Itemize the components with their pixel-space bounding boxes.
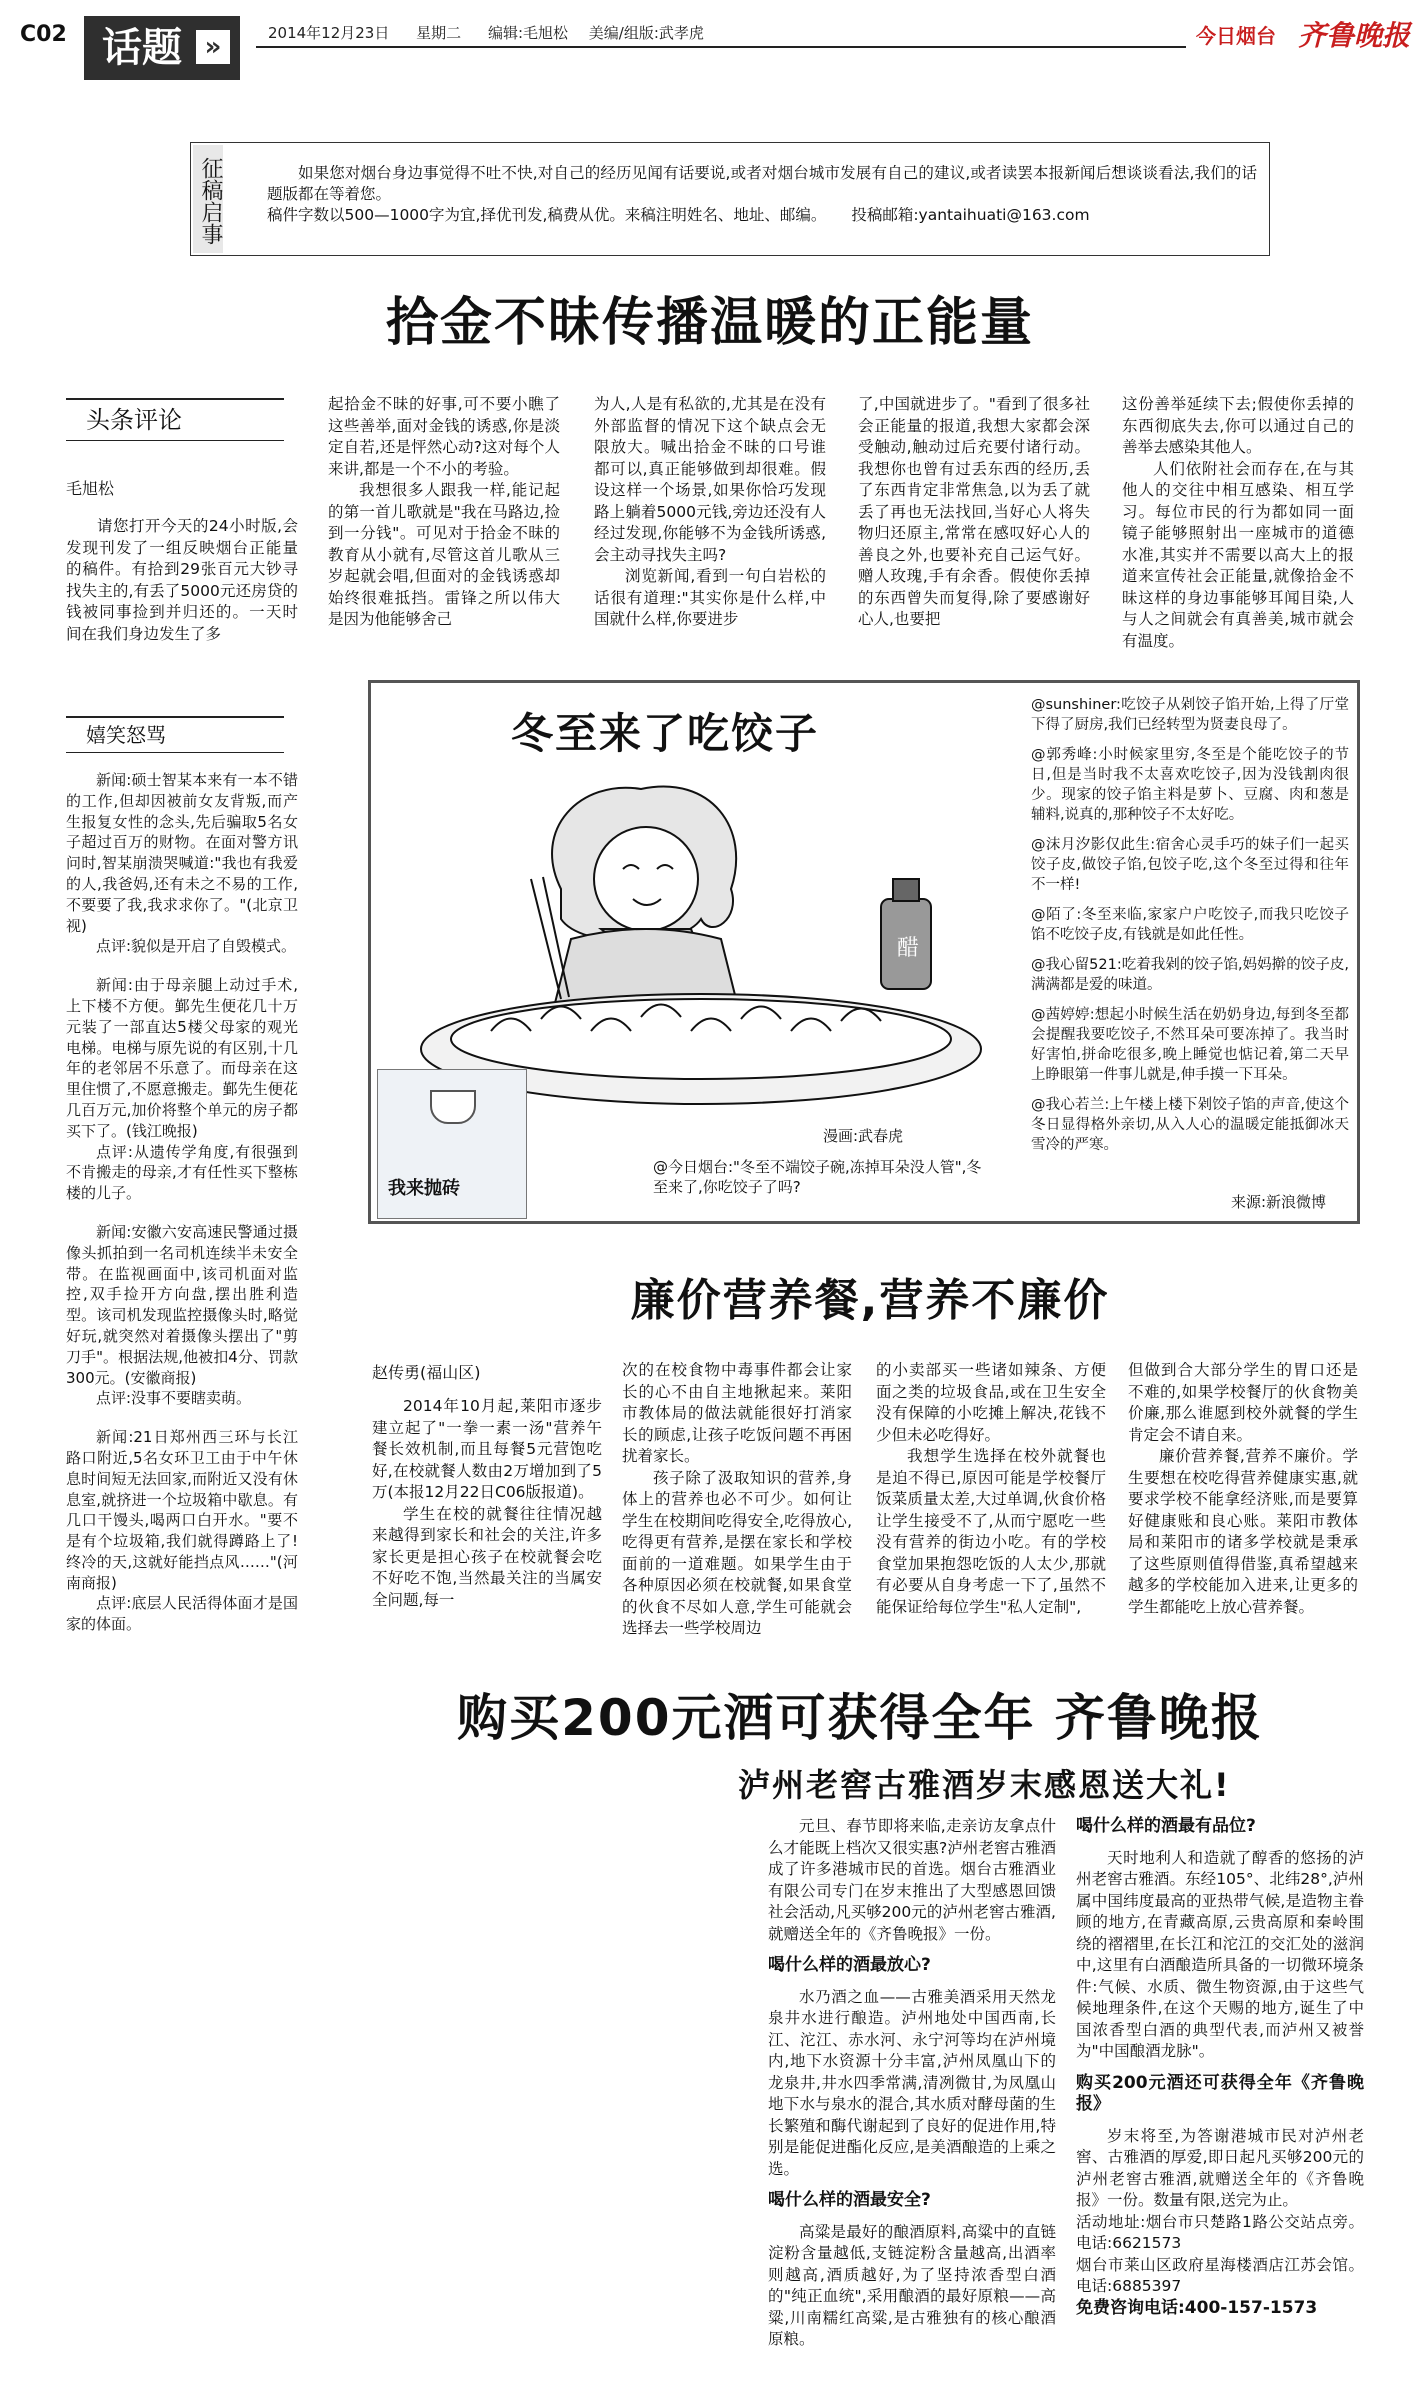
lead-author: 毛旭松 (66, 479, 115, 498)
side-news: 新闻:硕士智某本来有一本不错的工作,但却因被前女友背叛,而产生报复女性的念头,先后骗取5名女子超过百万的财物。在面对警方讯问时,智某崩溃哭喊道:"我也有我爱的人,我爸妈,还有未之不易的工作,不要要了我,我求求你了。"(北京卫视) (66, 771, 298, 935)
notice-box (190, 142, 1270, 256)
notice-text2-body: 稿件字数以500—1000字为宜,择优刊发,稿费从优。来稿注明姓名、地址、邮编。 (267, 206, 827, 224)
page-number: C02 (20, 22, 67, 47)
paper-logo: 齐鲁晚报 (1298, 19, 1411, 52)
weibo-comments (1031, 695, 1349, 1155)
ad-addr2: 烟台市莱山区政府星海楼酒店江苏会馆。电话:6885397 (1076, 2255, 1364, 2295)
weibo-comment: @sunshiner:吃饺子从剁饺子馅开始,上得了厅堂下得了厨房,我们已经转型为贤妻良母了。 (1031, 697, 1349, 733)
notice-text1: 如果您对烟台身边事觉得不吐不快,对自己的经历见闻有话要说,或者对烟台城市发展有自己的建议,或者读罢本报新闻后想谈谈看法,我们的话题版都在等着您。 (267, 164, 1257, 203)
notice-email: 投稿邮箱:yantaihuati@163.com (851, 206, 1090, 224)
side-comment: 点评:从遗传学角度,有很强到不肯搬走的母亲,才有任性买下整栋楼的儿子。 (66, 1142, 298, 1203)
double-chevron-icon: » (196, 30, 230, 64)
weibo-comment: @陌了:冬至来临,家家户户吃饺子,而我只吃饺子馅不吃饺子皮,有钱就是如此任性。 (1031, 907, 1349, 943)
vinegar-label: 醋 (897, 936, 920, 961)
ad-a2: 高粱是最好的酿酒原料,高粱中的直链淀粉含量越低,支链淀粉含量越高,出酒率则越高,酒质越好,为了坚持浓香型白酒的"纯正血统",采用酿酒的最好原粮——高粱,川南糯红高粱,是古雅独有的核心酿酒原粮。 (768, 2222, 1056, 2348)
meal-p8: 廉价营养餐,营养不廉价。学生要想在校吃得营养健康实惠,就要求学校不能拿经济账,而是要算好健康账和良心账。莱阳市教体局和莱阳市的诸多学校就是秉承了这些原则值得借鉴,真希望越来越多的学校能加入进来,让更多的学生都能吃上放心营养餐。 (1128, 1447, 1358, 1616)
ad-q4: 购买200元酒还可获得全年《齐鲁晚报》 (1076, 2072, 1364, 2114)
ad-q2: 喝什么样的酒最安全? (768, 2190, 931, 2210)
issue-editor: 编辑:毛旭松 (487, 24, 568, 42)
notice-text (267, 163, 1257, 226)
ad-a3: 天时地利人和造就了醇香的悠扬的泸州老窖古雅酒。东经105°、北纬28°,泸州属中国纬度最高的亚热带气候,是造物主眷顾的地方,在青藏高原,云贵高原和秦岭围绕的褶褶里,在长江和沱江的交汇处的滋润中,这里有白酒酿造所具备的一切微环境条件:气候、水质、微生物资源,由于这些气候地理条件,在这个天赐的地方,诞生了中国浓香型白酒的典型代表,而泸州又被誉为"中国酿酒龙脉"。 (1076, 1848, 1364, 2060)
ad-col-1 (768, 1816, 1056, 2351)
side-item (66, 1222, 298, 1409)
ad-title: 购买200元酒可获得全年 齐鲁晚报 (457, 1689, 1263, 1747)
section-label: 话题 (102, 25, 182, 71)
weibo-comment: @我心若兰:上午楼上楼下剁饺子馅的声音,使这个冬日显得格外亲切,从入人心的温暖定能抵御冰天雪冷的严寒。 (1031, 1097, 1349, 1153)
coffee-cup-icon (430, 1090, 476, 1124)
tag-label: 我来抛砖 (388, 1178, 460, 1199)
ad-col-2 (1076, 1816, 1364, 2319)
meal-p2: 学生在校的就餐往往情况越来越得到家长和社会的关注,许多家长更是担心孩子在校就餐会吃不好吃不饱,当然最关注的当属安全问题,每一 (372, 1504, 602, 1609)
side-item (66, 770, 298, 957)
meal-col-3 (876, 1360, 1106, 1618)
side-comment: 点评:貌似是开启了自毁模式。 (96, 937, 297, 956)
cartoon-box (368, 680, 1360, 1224)
meal-col-1 (372, 1396, 602, 1611)
side-news: 新闻:21日郑州西三环与长江路口附近,5名女环卫工由于中午休息时间短无法回家,而附近又没有休息室,就挤进一个垃圾箱中歇息。有几口干馒头,喝两口白开水。"要不是有个垃圾箱,我们就得蹲路上了!终冷的天,这就好能挡点风……"(河南商报) (66, 1428, 298, 1592)
ad-intro: 元旦、春节即将来临,走亲访友拿点什么才能既上档次又很实惠?泸州老窖古雅酒成了许多港城市民的首选。烟台古雅酒业有限公司专门在岁末推出了大型感恩回馈社会活动,凡买够200元的泸州老窖古雅酒,就赠送全年的《齐鲁晚报》一份。 (768, 1817, 1056, 1943)
face-circle (594, 827, 698, 931)
lead-col-5 (1122, 394, 1354, 652)
lead-p8: 人们依附社会而存在,在与其他人的交往中相互感染、相互学习。每位市民的行为都如同一面镜子能够照射出一座城市的道德水准,其实并不需要以高大上的报道来宣传社会正能量,就像拾金不昧这样的身边事能够耳闻目染,人与人之间就会有真善美,城市就会有温度。 (1122, 459, 1354, 650)
ad-hotline: 免费咨询电话:400-157-1573 (1076, 2297, 1318, 2318)
meal-p6: 我想学生选择在校外就餐也是迫不得已,原因可能是学校餐厅饭菜质量太差,大过单调,伙食价格让学生接受不了,从而宁愿吃一些没有营养的街边小吃。有的学校食堂加果抱怨吃饭的人太少,那就有必要从自身考虑一下了,虽然不能保证给每位学生"私人定制", (876, 1447, 1106, 1616)
lead-column: 头条评论 (66, 398, 284, 441)
issue-meta (268, 22, 704, 43)
issue-weekday: 星期二 (416, 24, 462, 42)
ad-q3: 喝什么样的酒最有品位? (1076, 1816, 1256, 1836)
lead-col-1 (66, 516, 298, 645)
meal-p7: 但做到合大部分学生的胃口还是不难的,如果学校餐厅的伙食物美价廉,那么谁愿到校外就餐的学生肯定会不请自来。 (1128, 1361, 1358, 1444)
lead-p7: 这份善举延续下去;假使你丢掉的东西彻底失去,你可以通过自己的善举去感染其他人。 (1122, 395, 1354, 456)
side-news: 新闻:安徽六安高速民警通过摄像头抓拍到一名司机连续半未安全带。在监视画面中,该司机面对监控,双手捡开方向盘,摆出胜利造型。该司机发现监控摄像头时,略觉好玩,就突然对着摄像头摆出了"剪刀手"。根据法规,他被扣4分、罚款300元。(安徽商报) (66, 1222, 298, 1387)
cartoon-illustration (411, 769, 991, 1119)
lead-col-3 (594, 394, 826, 631)
section-title (84, 16, 240, 80)
cartoon-credit: 漫画:武春虎 (823, 1127, 904, 1145)
lead-p6: 了,中国就进步了。"看到了很多社会正能量的报道,我想大家都会深受触动,触动过后充要付诸行动。我想你也曾有过丢东西的经历,丢了东西肯定非常焦急,以为丢了就丢了再也无法找回,当好心人将失物归还原主,常常在感叹好心人的善良之外,也要补充自己运气好。赠人玫瑰,手有余香。假使你丢掉的东西曾失而复得,除了要感谢好心人,也要把 (858, 395, 1090, 628)
cartoon-title: 冬至来了吃饺子 (511, 709, 820, 758)
side-comment: 点评:底层人民活得体面才是国家的体面。 (66, 1594, 298, 1634)
meal-col-4 (1128, 1360, 1358, 1618)
meal-p3: 次的在校食物中毒事件都会让家长的心不由自主地揪起来。莱阳市教体局的做法就能很好打消家长的顾虑,让孩子吃饭问题不再困扰着家长。 (622, 1361, 852, 1465)
tag-box (377, 1069, 527, 1219)
meal-p5: 的小卖部买一些诸如辣条、方便面之类的垃圾食品,或在卫生安全没有保障的小吃摊上解决,花钱不少但未必吃得好。 (876, 1361, 1106, 1444)
lead-p3: 我想很多人跟我一样,能记起的第一首儿歌就是"我在马路边,捡到一分钱"。可见对于拾金不昧的教育从小就有,尽管这首儿歌从三岁起就会唱,但面对的金钱诱惑却始终很难抵挡。雷锋之所以伟大是因为他能够舍己 (328, 481, 560, 628)
meal-p4: 孩子除了汲取知识的营养,身体上的营养也必不可少。如何让学生在校期间吃得安全,吃得放心,吃得更有营养,是摆在家长和学校面前的一道难题。如果学生由于各种原因必须在校就餐,如果食堂的伙食不尽如人意,学生可能就会选择去一些学校周边 (622, 1468, 852, 1637)
edition-name: 今日烟台 (1196, 24, 1276, 48)
cartoon-caption: @今日烟台:"冬至不端饺子碗,冻掉耳朵没人管",冬至来了,你吃饺子了吗? (653, 1158, 982, 1196)
weibo-comment: @沫月汐影仅此生:宿舍心灵手巧的妹子们一起买饺子皮,做饺子馅,包饺子吃,这个冬至过得和往年不一样! (1031, 837, 1349, 893)
lead-p1: 请您打开今天的24小时版,会发现刊发了一组反映烟台正能量的稿件。有拾到29张百元大钞寻找失主的,有丢了5000元还房贷的钱被同事捡到并归还的。一天时间在我们身边发生了多 (66, 517, 298, 643)
lead-p5: 浏览新闻,看到一句白岩松的话很有道理:"其实你是什么样,中国就什么样,你要进步 (594, 567, 826, 628)
ad-addr1: 活动地址:烟台市只楚路1路公交站点旁。电话:6621573 (1076, 2212, 1364, 2252)
lead-col-4 (858, 394, 1090, 631)
meal-p1: 2014年10月起,莱阳市逐步建立起了"一拳一素一汤"营养午餐长效机制,而且每餐5元营饱吃好,在校就餐人数由2万增加到了5万(本报12月22日C06版报道)。 (372, 1397, 602, 1501)
side-item (66, 975, 298, 1204)
notice-label: 征稿启事 (193, 145, 223, 253)
weibo-comment: @我心留521:吃着我剁的饺子馅,妈妈擀的饺子皮,满满都是爱的味道。 (1031, 957, 1349, 993)
side-item (66, 1427, 298, 1635)
side-col (66, 770, 298, 1635)
lead-p2: 起拾金不昧的好事,可不要小瞧了这些善举,面对金钱的诱惑,你是淡定自若,还是怦然心动?这对每个人来讲,都是一个不小的考验。 (328, 395, 560, 478)
ad-a1: 水乃酒之血——古雅美酒采用天然龙泉井水进行酿造。泸州地处中国西南,长江、沱江、赤水河、永宁河等均在泸州境内,地下水资源十分丰富,泸州凤凰山下的龙泉井,井水四季常满,清冽微甘,为凤凰山地下水与泉水的混合,其水质对酵母菌的生长繁殖和酶代谢起到了良好的促进作用,特别是能促进酯化反应,是美酒酿造的上乘之选。 (768, 1987, 1056, 2178)
weibo-source: 来源:新浪微博 (1231, 1193, 1327, 1211)
meal-title: 廉价营养餐,营养不廉价 (630, 1275, 1110, 1326)
lead-p4: 为人,人是有私欲的,尤其是在没有外部监督的情况下这个缺点会无限放大。喊出拾金不昧的口号谁都可以,真正能够做到却很难。假设这样一个场景,如果你恰巧发现路上躺着5000元钱,旁边还没有人经过发现,你能够不为金钱所诱惑,会主动寻找失主吗? (594, 395, 826, 564)
issue-date: 2014年12月23日 (268, 24, 390, 42)
header-rule (256, 46, 1186, 48)
issue-designer: 美编/组版:武孝虎 (588, 24, 704, 42)
weibo-comment: @郭秀峰:小时候家里穷,冬至是个能吃饺子的节日,但是当时我不太喜欢吃饺子,因为没钱割肉很少。现家的饺子馅主料是萝卜、豆腐、肉和葱是辅料,说真的,那种饺子不太好吃。 (1031, 747, 1349, 823)
side-news: 新闻:由于母亲腿上动过手术,上下楼不方便。鄞先生便花几十万元装了一部直达5楼父母家的观光电梯。电梯与原先说的有区别,十几年的老邻居不乐意了。而母亲在这里住惯了,不愿意搬走。鄞先生便花几百万元,加价将整个单元的房子都买下了。(钱江晚报) (66, 976, 298, 1140)
ad-q1: 喝什么样的酒最放心? (768, 1955, 931, 1975)
side-comment: 点评:没事不要瞎卖萌。 (96, 1389, 252, 1408)
ad-a4: 岁末将至,为答谢港城市民对泸州老窖、古雅酒的厚爱,即日起凡买够200元的泸州老窖古雅酒,就赠送全年的《齐鲁晚报》一份。数量有限,送完为止。 (1076, 2126, 1364, 2209)
side-column: 嬉笑怒骂 (66, 716, 284, 753)
lead-title: 拾金不昧传播温暖的正能量 (385, 293, 1034, 353)
meal-author: 赵传勇(福山区) (372, 1363, 481, 1382)
ad-subtitle: 泸州老窖古雅酒岁末感恩送大礼! (738, 1766, 1231, 1804)
notice-text2 (267, 205, 1257, 226)
lead-col-2 (328, 394, 560, 631)
meal-col-2 (622, 1360, 852, 1640)
weibo-comment: @茜婷婷:想起小时候生活在奶奶身边,每到冬至都会提醒我要吃饺子,不然耳朵可要冻掉了。我当时好害怕,拼命吃很多,晚上睡觉也惦记着,第二天早上睁眼第一件事儿就是,伸手摸一下耳朵。 (1031, 1007, 1349, 1083)
